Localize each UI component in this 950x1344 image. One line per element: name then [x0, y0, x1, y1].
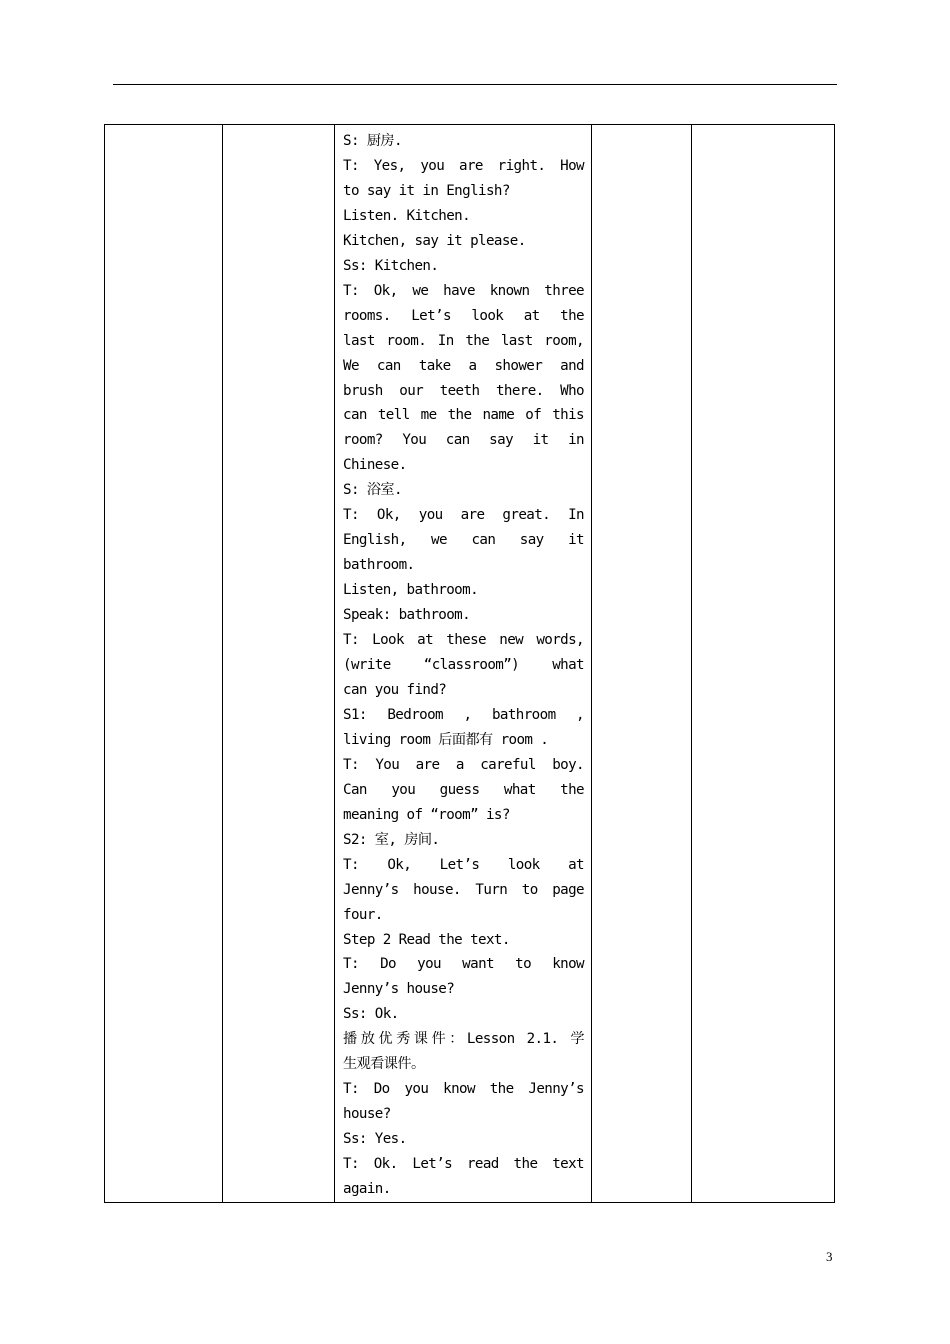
- text-line: Speak: bathroom.: [343, 607, 471, 624]
- text-line: Chinese.: [343, 457, 407, 474]
- text-line: S: 浴室.: [343, 482, 402, 499]
- text-line: Listen, bathroom.: [343, 582, 479, 599]
- text-line: We can take a shower and: [343, 357, 584, 374]
- text-line: room? You can say it in: [343, 432, 584, 449]
- text-line: T: Do you want to know: [343, 956, 584, 973]
- text-line: Listen. Kitchen.: [343, 207, 471, 224]
- text-line: (write “classroom”) what: [343, 657, 584, 674]
- header-rule: [113, 84, 837, 85]
- text-line: T: Ok, you are great. In: [343, 507, 584, 524]
- text-line: can you find?: [343, 681, 447, 698]
- text-line: 播放优秀课件：Lesson 2.1. 学: [343, 1031, 584, 1048]
- text-line: meaning of “room” is?: [343, 806, 510, 823]
- text-line: rooms. Let’s look at the: [343, 307, 584, 324]
- text-line: Kitchen, say it please.: [343, 232, 526, 249]
- text-line: T: Do you know the Jenny’s: [343, 1081, 584, 1098]
- text-line: living room 后面都有 room .: [343, 731, 549, 748]
- text-line: Jenny’s house?: [343, 981, 455, 998]
- text-line: T: Ok. Let’s read the text: [343, 1156, 584, 1173]
- text-line: Ss: Kitchen.: [343, 257, 439, 274]
- text-line: Can you guess what the: [343, 781, 584, 798]
- text-line: S1: Bedroom , bathroom ,: [343, 706, 584, 723]
- table-cell-empty-2: [223, 125, 335, 1203]
- text-line: Ss: Ok.: [343, 1006, 399, 1023]
- text-line: last room. In the last room,: [343, 332, 584, 349]
- text-line: bathroom.: [343, 557, 415, 574]
- text-line: S2: 室, 房间.: [343, 831, 440, 848]
- page-number: 3: [826, 1249, 833, 1264]
- text-line: Ss: Yes.: [343, 1131, 407, 1148]
- text-line: 生观看课件。: [343, 1056, 425, 1073]
- text-line: S: 厨房.: [343, 133, 402, 149]
- text-line: can tell me the name of this: [343, 407, 584, 424]
- text-line: house?: [343, 1106, 391, 1123]
- text-line: Jenny’s house. Turn to page: [343, 881, 584, 898]
- text-line: English, we can say it: [343, 532, 584, 549]
- text-line: Step 2 Read the text.: [343, 931, 510, 948]
- lesson-plan-table: [104, 124, 835, 1203]
- text-line: T: Look at these new words,: [343, 632, 584, 649]
- text-line: to say it in English?: [343, 182, 510, 199]
- text-line: four.: [343, 906, 383, 923]
- table-cell-empty-1: [105, 125, 223, 1203]
- table-cell-empty-4: [592, 125, 692, 1203]
- text-line: T: Ok, we have known three: [343, 282, 584, 299]
- text-line: T: Ok, Let’s look at: [343, 856, 584, 873]
- text-line: again.: [343, 1181, 391, 1198]
- table-cell-empty-5: [692, 125, 835, 1203]
- teaching-process-text: [335, 125, 591, 1202]
- text-line: T: Yes, you are right. How: [343, 157, 584, 174]
- teaching-process-cell: [335, 125, 592, 1203]
- text-line: brush our teeth there. Who: [343, 382, 584, 399]
- text-line: T: You are a careful boy.: [343, 756, 584, 773]
- table-row: [105, 125, 835, 1203]
